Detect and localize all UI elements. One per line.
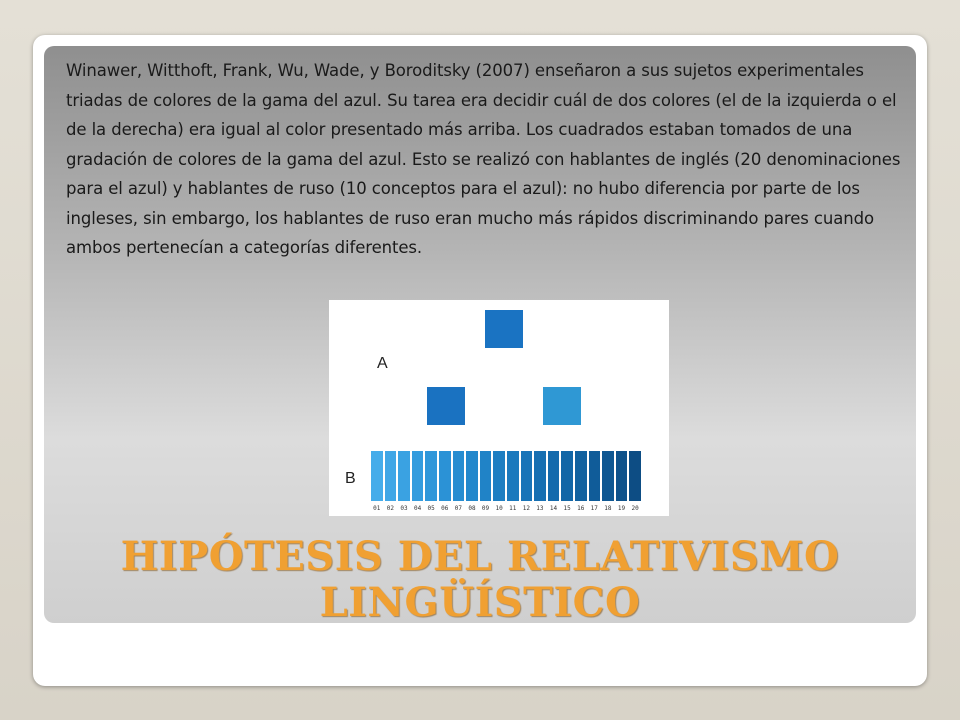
scale-number: 12 (522, 505, 530, 512)
scale-number: 05 (427, 505, 435, 512)
scale-swatch (602, 451, 614, 501)
scale-swatch (493, 451, 505, 501)
slide-title-line-2: LINGÜÍSTICO (319, 579, 641, 626)
scale-number: 09 (481, 505, 490, 512)
scale-number: 11 (509, 505, 517, 512)
scale-number: 01 (373, 505, 381, 512)
slide-title (44, 534, 916, 626)
blue-gradient-scale (371, 451, 641, 501)
scale-number: 08 (468, 505, 476, 512)
left-choice-square (427, 387, 465, 425)
scale-swatch (616, 451, 628, 501)
scale-swatch (480, 451, 492, 501)
scale-number: 14 (549, 505, 558, 512)
scale-number: 10 (495, 505, 503, 512)
scale-swatch (371, 451, 383, 501)
scale-swatch (439, 451, 451, 501)
color-triad-figure (329, 300, 669, 516)
scale-swatch (453, 451, 465, 501)
scale-swatch (507, 451, 519, 501)
scale-number: 02 (386, 505, 394, 512)
scale-number: 20 (631, 505, 639, 512)
scale-swatch (589, 451, 601, 501)
slide-title-line-1: HIPÓTESIS DEL RELATIVISMO (120, 533, 840, 580)
scale-swatch (629, 451, 641, 501)
scale-number: 04 (413, 505, 422, 512)
right-choice-square (543, 387, 581, 425)
scale-swatch (412, 451, 424, 501)
scale-number: 16 (577, 505, 585, 512)
scale-number: 07 (454, 505, 462, 512)
scale-swatch (575, 451, 587, 501)
scale-number: 18 (604, 505, 612, 512)
figure-label-b: B (345, 470, 356, 487)
scale-number: 15 (563, 505, 571, 512)
figure-label-a: A (377, 355, 388, 372)
scale-swatch (466, 451, 478, 501)
scale-swatch (548, 451, 560, 501)
scale-number: 19 (617, 505, 626, 512)
scale-swatch (561, 451, 573, 501)
scale-swatch (521, 451, 533, 501)
scale-swatch (385, 451, 397, 501)
scale-swatch (534, 451, 546, 501)
scale-number: 17 (590, 505, 598, 512)
scale-swatch (425, 451, 437, 501)
slide-body-text: Winawer, Witthoft, Frank, Wu, Wade, y Boroditsky (2007) enseñaron a sus sujetos experimentales triadas de colores de la gama del azul. Su tarea era decidir cuál de dos colores (el de la izquierda o el de la derecha) era igual al color presentado más arriba. Los cuadrados estaban tomados de una gradación de colores de la gama del azul. Esto se realizó con hablantes de inglés (20 denominaciones para el azul) y hablantes de ruso (10 conceptos para el azul): no hubo diferencia por parte de los ingleses, sin embargo, los hablantes de ruso eran mucho más rápidos discriminando pares cuando ambos pertenecían a categorías diferentes. (66, 61, 901, 257)
scale-number: 06 (441, 505, 449, 512)
scale-number: 03 (400, 505, 408, 512)
scale-swatch (398, 451, 410, 501)
blue-gradient-scale-numbers (371, 504, 641, 513)
top-target-square (485, 310, 523, 348)
scale-number: 13 (536, 505, 544, 512)
